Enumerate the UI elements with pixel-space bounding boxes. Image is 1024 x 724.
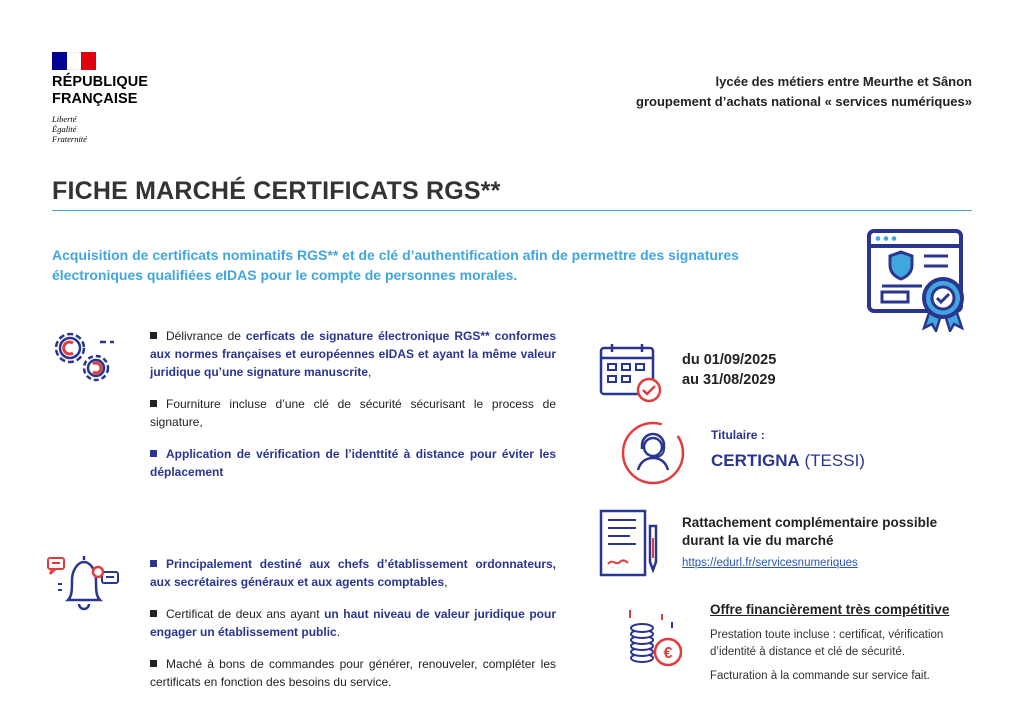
logo-motto-liberte: Liberté [52, 114, 77, 124]
holder-name: CERTIGNA (TESSI) [711, 451, 865, 470]
document-signature-icon [598, 508, 664, 580]
user-headset-icon [620, 420, 686, 486]
certificate-badge-icon [866, 228, 976, 332]
logo-line-1: RÉPUBLIQUE [52, 74, 149, 90]
contract-dates [682, 350, 776, 390]
header-line-1: lycée des métiers entre Meurthe et Sânon [715, 74, 972, 89]
audience-item-1: Principalement destiné aux chefs d’établissement ordonnateurs, aux secrétaires généraux et aux agents comptables, [150, 557, 556, 589]
features-list [150, 327, 556, 495]
marianne-flag-icon [52, 52, 96, 70]
header-organisation [636, 72, 972, 112]
header-line-2: groupement d’achats national « services numériques» [636, 94, 972, 109]
audience-list [150, 555, 556, 705]
date-to: au 31/08/2029 [682, 372, 776, 388]
offer-text-1: Prestation toute incluse : certificat, vérification d’identité à distance et clé de sécurité. [710, 629, 944, 658]
logo-line-2: FRANÇAISE [52, 91, 138, 107]
bell-notification-icon [46, 550, 122, 616]
title-divider [52, 210, 972, 211]
gears-icon [48, 322, 120, 386]
holder-label: Titulaire : [711, 428, 765, 442]
services-link[interactable]: https://edurl.fr/servicesnumeriques [682, 557, 858, 569]
offer-title: Offre financièrement très compétitive [710, 602, 950, 617]
feature-item-1: Délivrance de cerficats de signature électronique RGS** conformes aux normes françaises et européennes eIDAS et ayant la même valeur juridique qu’une signature manuscrite, [150, 329, 556, 379]
attachment-line-2: durant la vie du marché [682, 533, 834, 548]
page-title: FICHE MARCHÉ CERTIFICATS RGS** [52, 177, 501, 205]
attachment-line-1: Rattachement complémentaire possible [682, 515, 938, 530]
feature-item-2: Fourniture incluse d’une clé de sécurité sécurisant le process de signature, [150, 397, 556, 429]
logo-motto-egalite: Égalité [52, 124, 77, 134]
audience-item-2: Certificat de deux ans ayant un haut niveau de valeur juridique pour engager un établissement public. [150, 607, 556, 639]
attachment-info [682, 514, 937, 550]
logo-motto-fraternite: Fraternité [52, 134, 87, 144]
calendar-check-icon [598, 342, 664, 404]
lead-paragraph: Acquisition de certificats nominatifs RGS** et de clé d’authentification afin de permettre des signatures électroniques qualifiées eIDAS pour le compte de personnes morales. [52, 247, 739, 283]
feature-item-3: Application de vérification de l’identtité à distance pour éviter les déplacement [150, 447, 556, 479]
date-from: du 01/09/2025 [682, 352, 777, 368]
coins-euro-icon [622, 606, 686, 668]
offer-text-2: Facturation à la commande sur service fait. [710, 670, 930, 682]
republique-francaise-logo [52, 52, 148, 144]
svg-text:€: € [663, 645, 673, 662]
audience-item-3: Maché à bons de commandes pour générer, renouveler, compléter les certificats en fonction des besoins du service. [150, 657, 556, 689]
